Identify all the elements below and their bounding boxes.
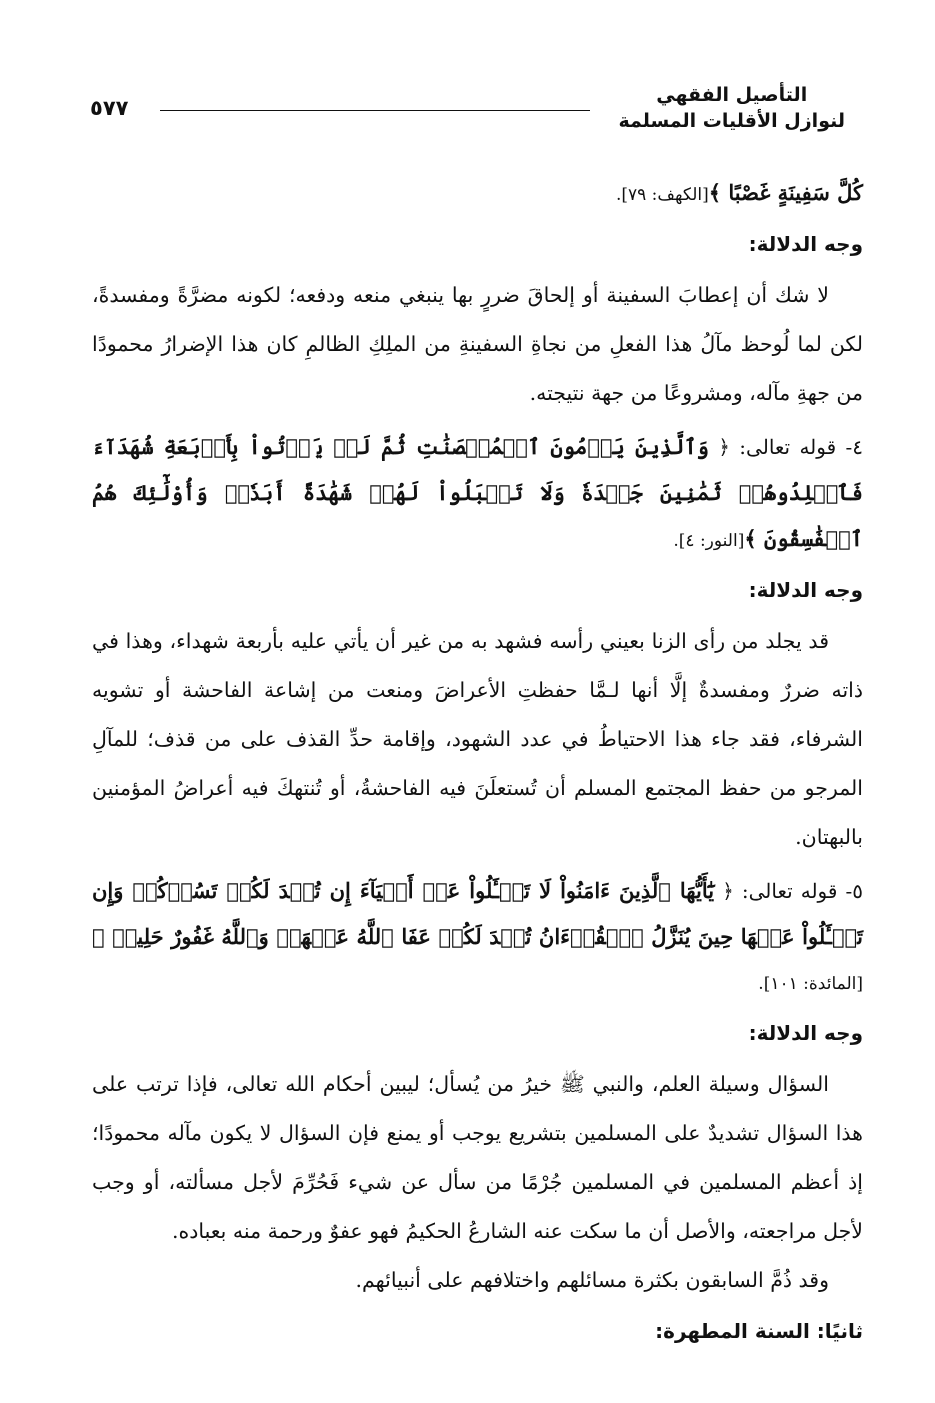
page-number: ٥٧٧ [90, 96, 129, 120]
section-heading: وجه الدلالة: [748, 232, 863, 256]
body-paragraph: وقد ذُمَّ السابقون بكثرة مسائلهم واختلافهم على أنبيائهم. [355, 1268, 829, 1292]
section-heading: ثانيًا: السنة المطهرة: [655, 1319, 863, 1343]
verse-reference: [النور: ٤]. [673, 531, 745, 551]
quran-verse: كُلَّ سَفِينَةٍ غَصْبًا ﴾ [708, 180, 863, 205]
book-title [618, 82, 845, 134]
body-paragraph: قد يجلد من رأى الزنا بعيني رأسه فشهد به من غير أن يأتي عليه بأربعة شهداء، وهذا في ذاته ضررٌ ومفسدةٌ إلَّا أنها لـمَّا حفظتِ الأعراضَ ومنعت من إشاعة الفاحشة أو تشويه الشرفاء، فقد جاء هذا الاحتياطُ في عدد الشهود، وإقامة حدِّ القذف على من قذف؛ للمآلِ المرجو من حفظ المجتمع المسلم أن تُستعلَنَ فيه الفاحشةُ، أو تُنتهكَ فيه أعراضُ المؤمنين بالبهتان. [92, 629, 863, 849]
section-heading: وجه الدلالة: [748, 578, 863, 602]
book-title-line-1: التأصيل الفقهي [656, 84, 808, 106]
verse-reference: [الكهف: ٧٩]. [615, 185, 709, 205]
body-paragraph: السؤال وسيلة العلم، والنبي ﷺ خيرُ من يُسأل؛ ليبين أحكام الله تعالى، فإذا ترتب على هذا السؤال تشديدٌ على المسلمين بتشريع يوجب أو يمنع فإن السؤال لا يكون مآله محمودًا؛ إذ أعظم المسلمين في المسلمين جُرْمًا من سأل عن شيء فَحُرِّمَ لأجل مسألته، أو وجب لأجل مراجعته، والأصل أن ما سكت عنه الشارعُ الحكيمُ فهو عفوٌ ورحمة منه بعباده. [92, 1072, 863, 1243]
header-rule [160, 110, 590, 111]
verse-continuation [92, 170, 863, 218]
body-paragraph: لا شك أن إعطابَ السفينة أو إلحاقَ ضررٍ بها ينبغي منعه ودفعه؛ لكونه مضرَّةً ومفسدةً، لكن لما لُوحظ مآلُ هذا الفعلِ من نجاةِ السفينةِ من الملِكِ الظالمِ كان هذا الإضرارُ محمودًا من جهةِ مآله، ومشروعًا من جهة نتيجته. [92, 283, 863, 405]
verse-reference: [المائدة: ١٠١]. [758, 974, 863, 994]
book-title-line-2: لنوازل الأقليات المسلمة [618, 110, 845, 132]
page-header [90, 82, 845, 144]
item-lead: ٤- قوله تعالى: ﴿ [718, 435, 863, 459]
section-heading: وجه الدلالة: [748, 1021, 863, 1045]
numbered-verse-item [92, 868, 863, 1007]
item-lead: ٥- قوله تعالى: ﴿ [722, 879, 863, 903]
numbered-verse-item [92, 424, 863, 564]
quran-verse: يَٰٓأَيُّهَا ٱلَّذِينَ ءَامَنُواْ لَا تَسۡـَٔلُواْ عَنۡ أَشۡيَآءَ إِن تُبۡدَ لَكُمۡ تَسُؤۡكُمۡ وَإِن تَسۡـَٔلُواْ عَنۡهَا حِينَ يُنَزَّلُ ٱلۡقُرۡءَانُ تُبۡدَ لَكُمۡ عَفَا ٱللَّهُ عَنۡهَاۗ وَٱللَّهُ غَفُورٌ حَلِيمٞ ﴾ [92, 878, 863, 949]
page-body [92, 170, 863, 1358]
quran-verse: وَٱلَّذِينَ يَرۡمُونَ ٱلۡمُحۡصَنَٰتِ ثُمَّ لَمۡ يَأۡتُواْ بِأَرۡبَعَةِ شُهَدَآءَ فَٱجۡلِدُوهُمۡ ثَمَٰنِينَ جَلۡدَةٗ وَلَا تَقۡبَلُواْ لَهُمۡ شَهَٰدَةً أَبَدٗاۚ وَأُوْلَٰٓئِكَ هُمُ ٱلۡفَٰسِقُونَ ﴾ [92, 434, 863, 551]
